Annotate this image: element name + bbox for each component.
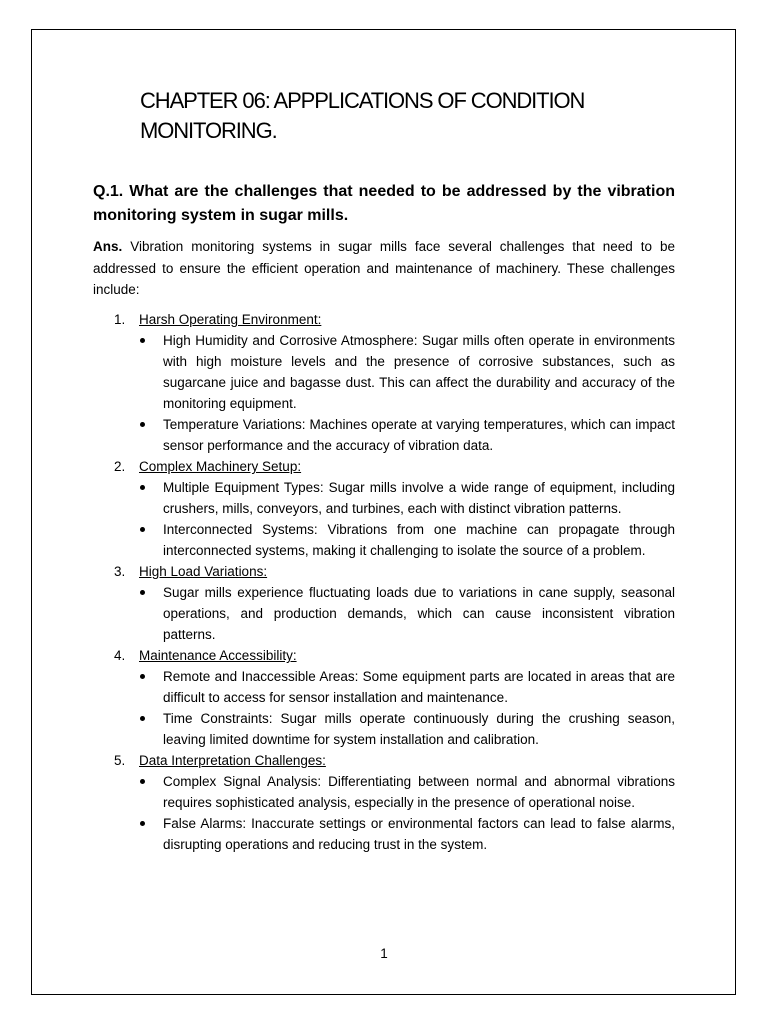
- list-heading-text: Complex Machinery Setup:: [139, 459, 302, 474]
- answer-label: Ans.: [93, 239, 123, 254]
- question-heading: Q.1. What are the challenges that needed to be addressed by the vibration monitoring system in sugar mills.: [93, 183, 675, 224]
- answer-paragraph: [93, 236, 675, 301]
- list-item-complex-machinery: [93, 456, 675, 561]
- list-number: 1.: [114, 312, 126, 327]
- bullet-icon: [140, 485, 145, 490]
- bullet-icon: [140, 674, 145, 679]
- bullet-icon: [140, 779, 145, 784]
- list-item-heading: [93, 456, 675, 477]
- bullet-item: [93, 708, 675, 750]
- bullet-icon: [140, 716, 145, 721]
- list-number: 2.: [114, 459, 126, 474]
- list-item-load-variations: [93, 561, 675, 645]
- bullet-icon: [140, 821, 145, 826]
- list-item-data-interpretation: [93, 750, 675, 855]
- list-heading-text: High Load Variations:: [139, 564, 268, 579]
- bullet-item: [93, 519, 675, 561]
- bullet-text: Multiple Equipment Types: Sugar mills involve a wide range of equipment, including crushers, mills, conveyors, and turbines, each with distinct vibration patterns.: [163, 480, 675, 516]
- bullet-item: [93, 771, 675, 813]
- page-number: 1: [380, 946, 388, 961]
- bullet-item: [93, 414, 675, 456]
- list-item-heading: [93, 750, 675, 771]
- bullet-text: Remote and Inaccessible Areas: Some equipment parts are located in areas that are difficult to access for sensor installation and maintenance.: [163, 669, 675, 705]
- bullet-item: [93, 582, 675, 645]
- bullet-icon: [140, 338, 145, 343]
- bullet-item: [93, 330, 675, 414]
- bullet-item: [93, 666, 675, 708]
- list-heading-text: Harsh Operating Environment:: [139, 312, 322, 327]
- bullet-item: [93, 813, 675, 855]
- list-heading-text: Data Interpretation Challenges:: [139, 753, 326, 768]
- bullet-icon: [140, 422, 145, 427]
- challenges-list: [93, 309, 675, 855]
- list-number: 4.: [114, 648, 126, 663]
- bullet-text: Time Constraints: Sugar mills operate continuously during the crushing season, leaving limited downtime for system installation and calibration.: [163, 711, 675, 747]
- bullet-text: Sugar mills experience fluctuating loads due to variations in cane supply, seasonal operations, and production demands, which can cause inconsistent vibration patterns.: [163, 585, 675, 642]
- list-item-maintenance-accessibility: [93, 645, 675, 750]
- chapter-title: CHAPTER 06: APPPLICATIONS OF CONDITION MONITORING.: [140, 88, 585, 143]
- bullet-text: High Humidity and Corrosive Atmosphere: Sugar mills often operate in environments with high moisture levels and the presence of corrosive substances, such as sugarcane juice and bagasse dust. This can affect the durability and accuracy of the monitoring equipment.: [163, 333, 675, 411]
- list-item-heading: [93, 561, 675, 582]
- list-item-heading: [93, 309, 675, 330]
- bullet-text: False Alarms: Inaccurate settings or environmental factors can lead to false alarms, disrupting operations and reducing trust in the system.: [163, 816, 675, 852]
- answer-text: Vibration monitoring systems in sugar mills face several challenges that need to be addressed to ensure the efficient operation and maintenance of machinery. These challenges include:: [93, 239, 675, 297]
- bullet-text: Complex Signal Analysis: Differentiating between normal and abnormal vibrations requires sophisticated analysis, especially in the presence of operational noise.: [163, 774, 675, 810]
- list-number: 3.: [114, 564, 126, 579]
- list-number: 5.: [114, 753, 126, 768]
- bullet-text: Interconnected Systems: Vibrations from one machine can propagate through interconnected systems, making it challenging to isolate the source of a problem.: [163, 522, 675, 558]
- list-heading-text: Maintenance Accessibility:: [139, 648, 297, 663]
- bullet-icon: [140, 590, 145, 595]
- list-item-heading: [93, 645, 675, 666]
- bullet-icon: [140, 527, 145, 532]
- bullet-text: Temperature Variations: Machines operate at varying temperatures, which can impact sensor performance and the accuracy of vibration data.: [163, 417, 675, 453]
- list-item-harsh-environment: [93, 309, 675, 456]
- bullet-item: [93, 477, 675, 519]
